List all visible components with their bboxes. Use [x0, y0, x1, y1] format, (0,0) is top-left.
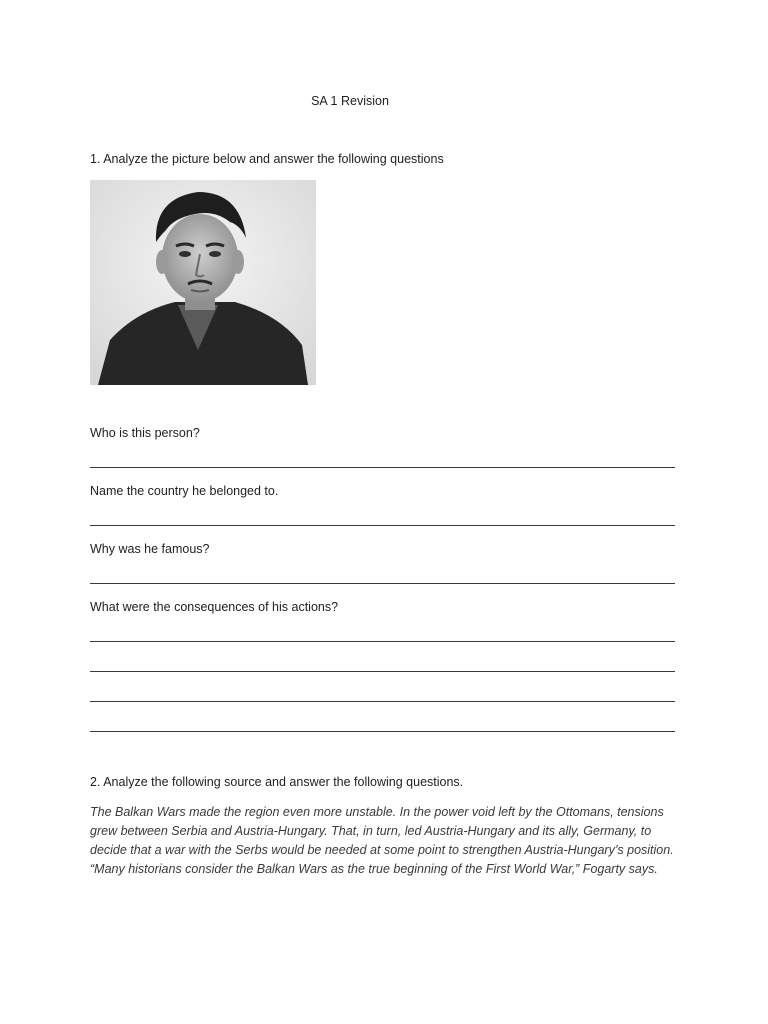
answer-line[interactable] [90, 467, 675, 468]
prompt-why-famous: Why was he famous? [90, 542, 210, 556]
answer-line[interactable] [90, 641, 675, 642]
prompt-country: Name the country he belonged to. [90, 484, 279, 498]
answer-line[interactable] [90, 701, 675, 702]
answer-line[interactable] [90, 583, 675, 584]
prompt-consequences: What were the consequences of his actions? [90, 600, 339, 614]
answer-line[interactable] [90, 671, 675, 672]
source-quote: The Balkan Wars made the region even more unstable. In the power void left by the Ottomans, tensions grew between Serbia and Austria-Hungary. That, in turn, led Austria-Hungary and its ally, Germany, to decide that a war with the Serbs would be needed at some point to strengthen Austria-Hungary’s position. “Many historians consider the Balkan Wars as the true beginning of the First World War,” Fogarty says. [90, 805, 674, 876]
prompt-who-is-this: Who is this person? [90, 426, 200, 440]
portrait-image [90, 180, 316, 385]
answer-line[interactable] [90, 731, 675, 732]
answer-line[interactable] [90, 525, 675, 526]
question-2-heading: 2. Analyze the following source and answer the following questions. [90, 775, 464, 789]
page-title: SA 1 Revision [311, 94, 389, 108]
question-1-heading: 1. Analyze the picture below and answer the following questions [90, 152, 444, 166]
portrait-photo [90, 180, 316, 385]
